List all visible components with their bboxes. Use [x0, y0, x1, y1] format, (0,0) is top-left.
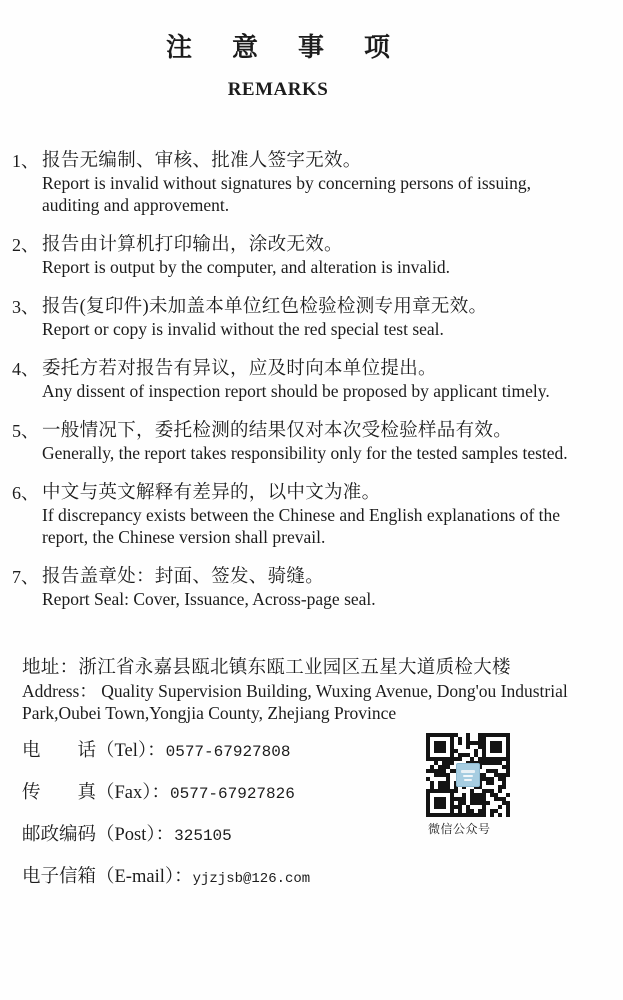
postcode-label: 邮政编码（Post）：	[22, 824, 175, 845]
item-number: 5、	[12, 421, 39, 441]
remark-chinese: 中文与英文解释有差异的，以中文为准。	[42, 483, 381, 503]
remark-english: Report Seal: Cover, Issuance, Across-page seal.	[42, 589, 376, 609]
email-label: 电子信箱（E-mail）：	[22, 866, 193, 887]
item-number: 1、	[12, 151, 39, 171]
remark-english: Report is output by the computer, and alteration is invalid.	[42, 257, 451, 277]
item-number: 4、	[12, 359, 39, 379]
remark-item-6	[12, 482, 623, 548]
page-title-chinese: 注 意 事 项	[165, 33, 397, 62]
page-title-english: REMARKS	[227, 79, 329, 100]
contact-block	[0, 740, 623, 888]
postcode-line	[22, 824, 623, 846]
remark-item-1	[12, 150, 623, 216]
item-number: 2、	[12, 235, 39, 255]
remark-english: Any dissent of inspection report should be proposed by applicant timely.	[42, 381, 550, 401]
remark-chinese: 委托方若对报告有异议，应及时向本单位提出。	[42, 359, 437, 379]
remarks-list	[0, 150, 623, 610]
heading-block	[0, 0, 556, 102]
telephone-line	[22, 740, 623, 762]
remark-item-5	[12, 420, 623, 464]
email-address: yjzjsb@126.com	[192, 870, 311, 887]
remark-chinese: 报告(复印件)未加盖本单位红色检验检测专用章无效。	[42, 297, 488, 317]
remark-chinese: 报告盖章处：封面、签发、骑缝。	[42, 567, 325, 587]
remark-item-2	[12, 234, 623, 278]
telephone-number: 0577-67927808	[165, 742, 291, 761]
address-block	[0, 657, 623, 725]
remark-item-7	[12, 566, 623, 610]
remark-item-3	[12, 296, 623, 340]
fax-label: 传 真（Fax）：	[22, 782, 171, 803]
item-number: 6、	[12, 483, 39, 503]
email-line	[22, 866, 623, 888]
fax-number: 0577-67927826	[170, 784, 295, 803]
item-number: 7、	[12, 567, 39, 587]
telephone-label: 电 话（Tel）：	[22, 740, 166, 761]
qr-caption: 微信公众号	[428, 822, 491, 836]
fax-line	[22, 782, 623, 804]
wechat-logo-icon	[456, 763, 480, 787]
remark-english: auditing and approvement.	[42, 195, 230, 215]
address-english: Park,Oubei Town,Yongjia County, Zhejiang Province	[22, 703, 397, 723]
postcode-value: 325105	[174, 826, 232, 845]
remark-english: If discrepancy exists between the Chinese and English explanations of the	[42, 505, 561, 525]
wechat-qr-block	[426, 733, 510, 837]
remark-english: Report or copy is invalid without the red special test seal.	[42, 319, 444, 339]
qr-code	[426, 733, 510, 817]
address-english: Address： Quality Supervision Building, Wuxing Avenue, Dong'ou Industrial	[22, 680, 568, 701]
item-number: 3、	[12, 297, 39, 317]
remark-chinese: 一般情况下，委托检测的结果仅对本次受检验样品有效。	[42, 421, 513, 441]
remark-english: Generally, the report takes responsibility only for the tested samples tested.	[42, 443, 568, 463]
remark-item-4	[12, 358, 623, 402]
address-chinese: 地址：浙江省永嘉县瓯北镇东瓯工业园区五星大道质检大楼	[22, 658, 511, 678]
remark-english: report, the Chinese version shall prevail.	[42, 527, 326, 547]
remark-english: Report is invalid without signatures by concerning persons of issuing,	[42, 173, 531, 193]
remark-chinese: 报告无编制、审核、批准人签字无效。	[42, 151, 362, 171]
remark-chinese: 报告由计算机打印输出，涂改无效。	[42, 235, 343, 255]
